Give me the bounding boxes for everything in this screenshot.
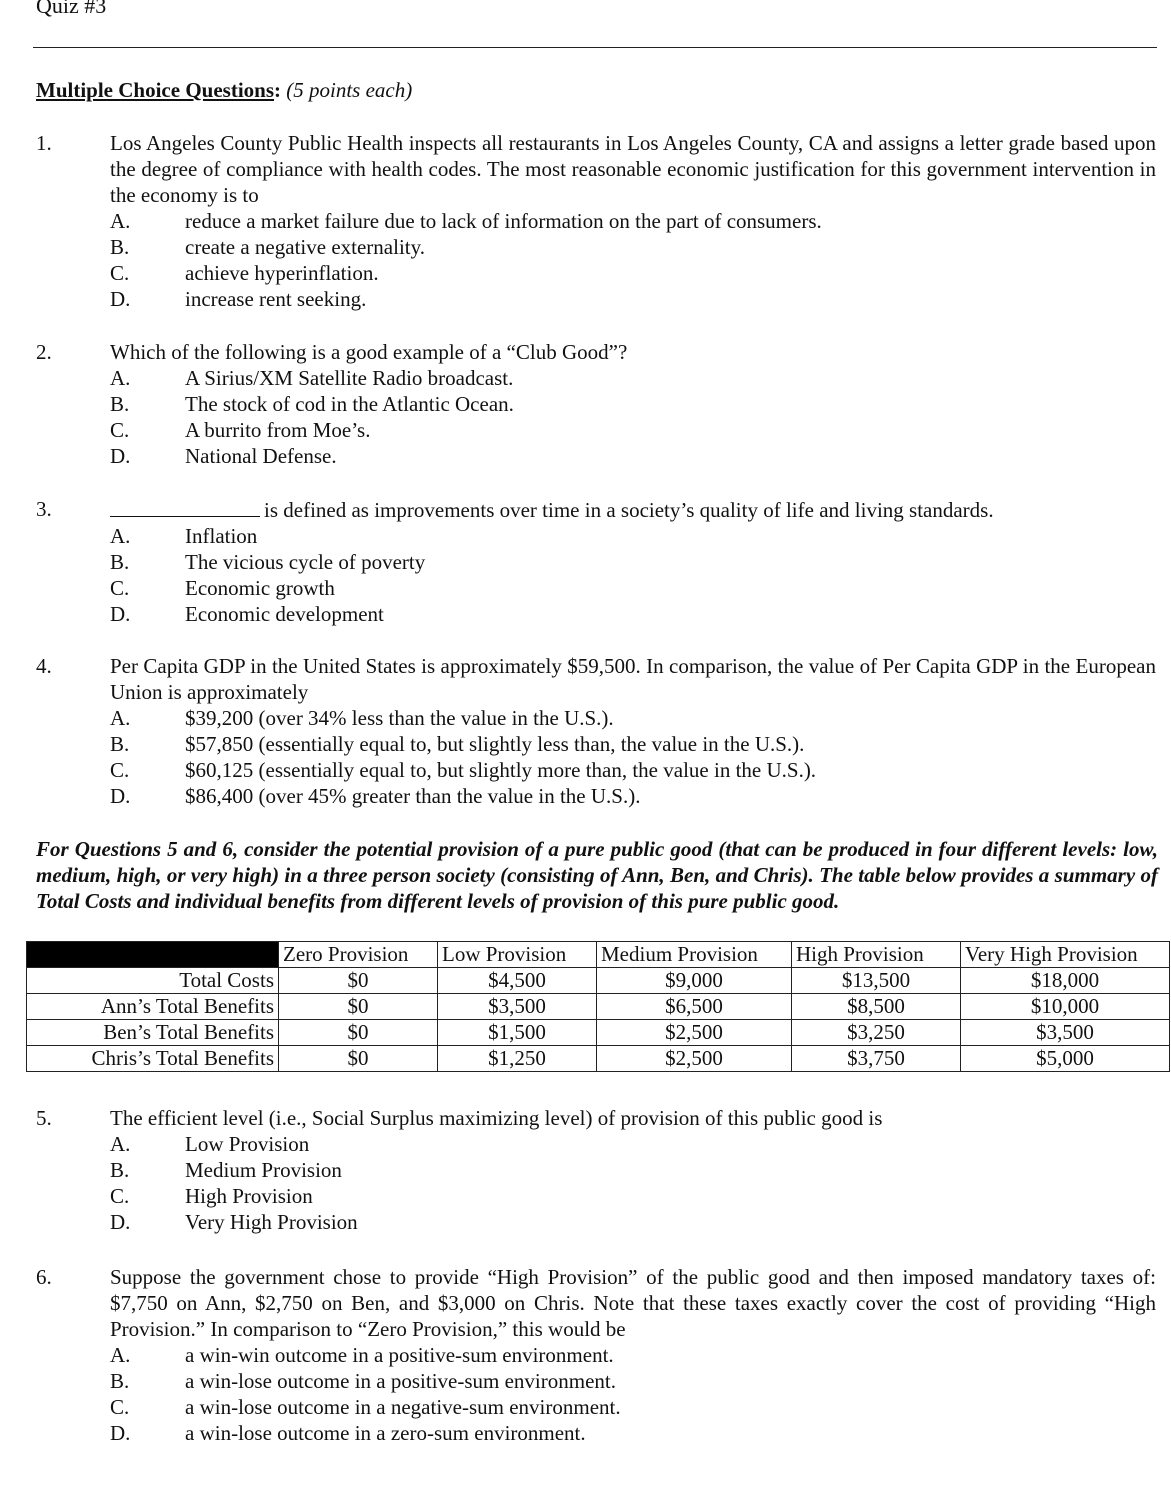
question-text: Los Angeles County Public Health inspects all restaurants in Los Angeles County, CA and assigns a letter grade based upon the degree of compliance with health codes. The most reasonable economic justification for this government intervention in the economy is to [110,131,1156,207]
question-number: 5. [36,1106,52,1130]
option-text: $60,125 (essentially equal to, but slightly more than, the value in the U.S.). [185,758,817,782]
table-cell: $18,000 [961,968,1170,994]
questions-5-6-intro: For Questions 5 and 6, consider the potential provision of a pure public good (that can be produced in four different levels: low, medium, high, or very high) in a three person society (consisting of Ann, Ben, and Chris). The table below provides a summary of Total Costs and individual benefits from different levels of provision of this pure public good. [36,837,1158,913]
question-6 [0,1264,1171,1446]
header-divider [33,47,1157,48]
row-label: Ben’s Total Benefits [27,1020,279,1046]
option-b[interactable] [0,549,1171,575]
option-d[interactable] [0,286,1171,312]
question-text: The efficient level (i.e., Social Surplus maximizing level) of provision of this public good is [110,1106,883,1130]
option-text: National Defense. [185,444,337,468]
option-c[interactable] [0,575,1171,601]
table-cell: $9,000 [597,968,792,994]
column-header: High Provision [792,942,961,968]
table-cell: $3,500 [438,994,597,1020]
table-row [27,1020,1170,1046]
option-letter: A. [110,1132,131,1156]
option-text: Inflation [185,524,258,548]
table-row [27,1046,1170,1072]
provision-table [26,941,1170,1072]
option-text: Low Provision [185,1132,310,1156]
table-cell: $6,500 [597,994,792,1020]
question-text: is defined as improvements over time in a society’s quality of life and living standards. [264,498,994,522]
table-cell: $2,500 [597,1020,792,1046]
option-letter: D. [110,784,131,808]
option-a[interactable] [0,1342,1171,1368]
section-heading: Multiple Choice Questions: (5 points each) [36,78,413,102]
option-a[interactable] [0,1131,1171,1157]
option-text: High Provision [185,1184,313,1208]
table-cell: $1,500 [438,1020,597,1046]
option-text: Economic growth [185,576,335,600]
question-number: 6. [36,1265,52,1289]
option-letter: D. [110,602,131,626]
option-letter: D. [110,1210,131,1234]
points-note: (5 points each) [286,78,413,102]
option-b[interactable] [0,1368,1171,1394]
table-row [27,994,1170,1020]
row-label: Total Costs [27,968,279,994]
option-letter: A. [110,1343,131,1367]
table-cell: $3,750 [792,1046,961,1072]
table-cell: $8,500 [792,994,961,1020]
option-letter: D. [110,287,131,311]
question-2 [0,339,1171,469]
option-text: reduce a market failure due to lack of information on the part of consumers. [185,209,822,233]
question-number: 3. [36,497,52,521]
option-text: a win-lose outcome in a positive-sum environment. [185,1369,616,1393]
option-a[interactable] [0,365,1171,391]
option-b[interactable] [0,1157,1171,1183]
option-d[interactable] [0,601,1171,627]
table-cell: $10,000 [961,994,1170,1020]
option-letter: C. [110,261,130,285]
option-text: $39,200 (over 34% less than the value in the U.S.). [185,706,614,730]
question-1 [0,130,1171,312]
option-letter: C. [110,418,130,442]
option-text: Medium Provision [185,1158,342,1182]
option-letter: B. [110,1158,130,1182]
table-cell: $3,250 [792,1020,961,1046]
table-cell: $5,000 [961,1046,1170,1072]
option-b[interactable] [0,731,1171,757]
option-a[interactable] [0,705,1171,731]
section-heading-label: Multiple Choice Questions [36,78,275,102]
table-cell: $2,500 [597,1046,792,1072]
option-letter: A. [110,209,131,233]
answer-blank [110,496,260,517]
option-text: The stock of cod in the Atlantic Ocean. [185,392,514,416]
option-c[interactable] [0,1183,1171,1209]
table-row [27,968,1170,994]
column-header: Medium Provision [597,942,792,968]
question-text: Which of the following is a good example of a “Club Good”? [110,340,628,364]
question-number: 4. [36,654,52,678]
option-letter: B. [110,392,130,416]
question-5 [0,1105,1171,1235]
option-letter: B. [110,550,130,574]
table-cell: $4,500 [438,968,597,994]
option-text: create a negative externality. [185,235,425,259]
row-label: Ann’s Total Benefits [27,994,279,1020]
option-text: Very High Provision [185,1210,358,1234]
question-text-line [110,496,1156,523]
option-a[interactable] [0,208,1171,234]
option-text: achieve hyperinflation. [185,261,379,285]
option-c[interactable] [0,260,1171,286]
option-letter: B. [110,1369,130,1393]
table-cell: $0 [279,994,438,1020]
option-letter: A. [110,706,131,730]
table-cell: $0 [279,968,438,994]
table-cell: $3,500 [961,1020,1170,1046]
option-d[interactable] [0,783,1171,809]
option-letter: A. [110,524,131,548]
option-text: A burrito from Moe’s. [185,418,371,442]
option-text: $86,400 (over 45% greater than the value in the U.S.). [185,784,641,808]
question-text: Suppose the government chose to provide “High Provision” of the public good and then imposed mandatory taxes of: $7,750 on Ann, $2,750 on Ben, and $3,000 on Chris. Note that these taxes exactly cover the cost of providing “High Provision.” In comparison to “Zero Provision,” this would be [110,1265,1156,1341]
option-letter: B. [110,235,130,259]
option-letter: C. [110,576,130,600]
option-text: a win-lose outcome in a zero-sum environment. [185,1421,586,1445]
question-3 [0,496,1171,627]
option-letter: C. [110,1395,130,1419]
option-text: The vicious cycle of poverty [185,550,426,574]
option-text: increase rent seeking. [185,287,367,311]
option-c[interactable] [0,1394,1171,1420]
option-text: a win-win outcome in a positive-sum environment. [185,1343,614,1367]
option-letter: A. [110,366,131,390]
table-cell: $1,250 [438,1046,597,1072]
option-letter: C. [110,1184,130,1208]
column-header: Very High Provision [961,942,1170,968]
option-text: A Sirius/XM Satellite Radio broadcast. [185,366,514,390]
option-letter: D. [110,444,131,468]
question-4 [0,653,1171,809]
option-b[interactable] [0,391,1171,417]
option-b[interactable] [0,234,1171,260]
option-text: a win-lose outcome in a negative-sum environment. [185,1395,621,1419]
column-header: Zero Provision [279,942,438,968]
column-header: Low Provision [438,942,597,968]
table-cell: $0 [279,1020,438,1046]
question-number: 2. [36,340,52,364]
option-c[interactable] [0,417,1171,443]
option-letter: B. [110,732,130,756]
option-text: Economic development [185,602,384,626]
option-a[interactable] [0,523,1171,549]
option-text: $57,850 (essentially equal to, but slightly less than, the value in the U.S.). [185,732,805,756]
page-title: Quiz #3 [36,0,107,18]
option-d[interactable] [0,1209,1171,1235]
option-d[interactable] [0,443,1171,469]
option-d[interactable] [0,1420,1171,1446]
question-text: Per Capita GDP in the United States is approximately $59,500. In comparison, the value of Per Capita GDP in the European Union is approximately [110,654,1156,704]
table-cell: $13,500 [792,968,961,994]
table-corner-cell [27,942,279,968]
option-letter: D. [110,1421,131,1445]
row-label: Chris’s Total Benefits [27,1046,279,1072]
table-header-row [27,942,1170,968]
option-letter: C. [110,758,130,782]
question-number: 1. [36,131,52,155]
table-cell: $0 [279,1046,438,1072]
option-c[interactable] [0,757,1171,783]
